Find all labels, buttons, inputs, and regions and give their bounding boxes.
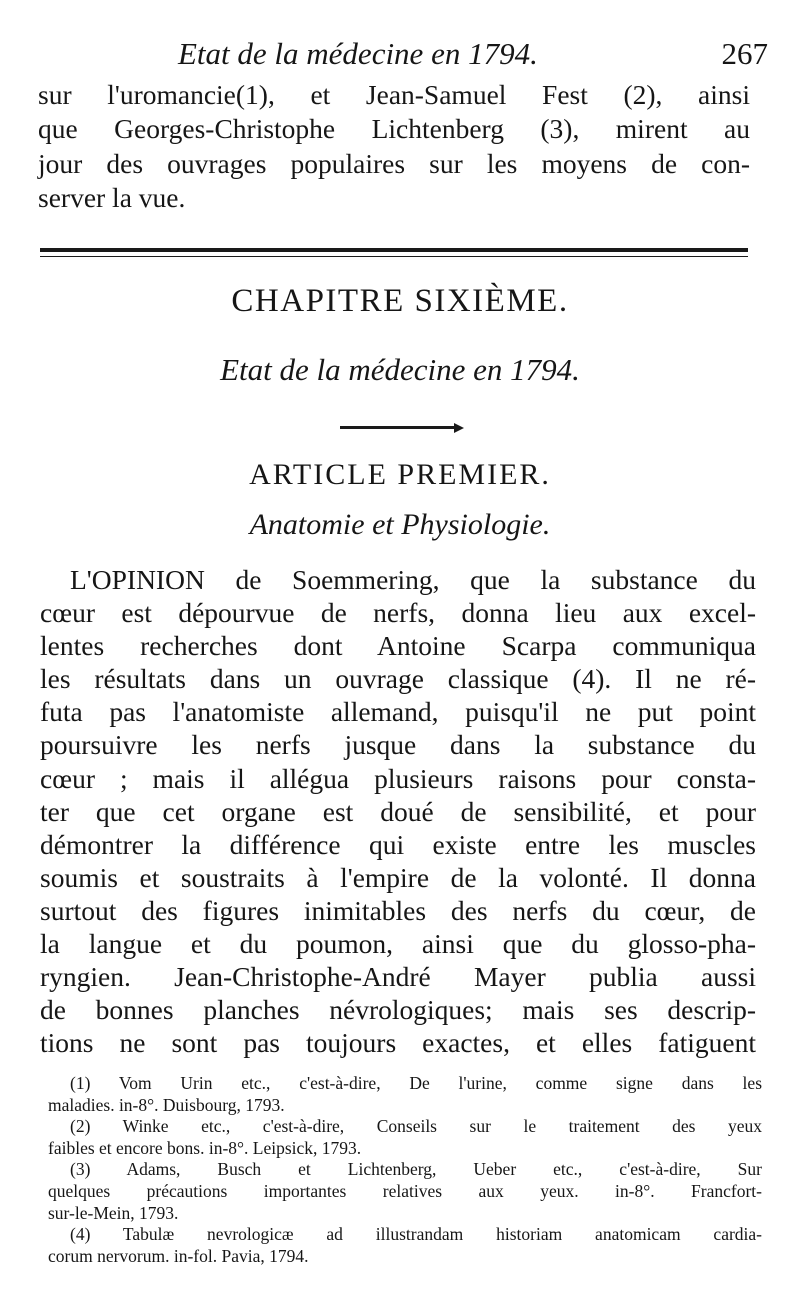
text-line: surtout des figures inimitables des nerfs du cœur, de <box>40 894 756 926</box>
text-line: lentes recherches dont Antoine Scarpa communiqua <box>40 630 756 662</box>
text-line: poursuivre les nerfs jusque dans la substance du <box>40 729 756 761</box>
text-line: la langue et du poumon, ainsi que du glosso-pha- <box>40 928 756 960</box>
article-subtitle: Anatomie et Physiologie. <box>249 508 551 541</box>
text-line: server la vue. <box>38 182 186 214</box>
text-line: cœur est dépourvue de nerfs, donna lieu aux excel- <box>40 597 756 629</box>
footnote-line: quelques précautions importantes relatives aux yeux. in-8°. Francfort- <box>48 1180 762 1201</box>
chapter-divider-thin-rule <box>40 256 748 257</box>
text-line: L'OPINION de Soemmering, que la substance du <box>70 564 756 595</box>
footnote-line: (2) Winke etc., c'est-à-dire, Conseils sur le traitement des yeux <box>70 1116 762 1137</box>
text-line: de bonnes planches névrologiques; mais ses descrip- <box>40 994 756 1026</box>
footnote-line: corum nervorum. in-fol. Pavia, 1794. <box>48 1245 309 1266</box>
footnote-line: (1) Vom Urin etc., c'est-à-dire, De l'urine, comme signe dans les <box>70 1073 762 1093</box>
text-line: futa pas l'anatomiste allemand, puisqu'il ne put point <box>40 696 756 728</box>
text-line: que Georges-Christophe Lichtenberg (3), mirent au <box>38 113 750 145</box>
text-line: sur l'uromancie(1), et Jean-Samuel Fest (2), ainsi <box>38 79 750 110</box>
footnote-line: (3) Adams, Busch et Lichtenberg, Ueber etc., c'est-à-dire, Sur <box>70 1159 762 1180</box>
text-line: tions ne sont pas toujours exactes, et elles fatiguent <box>40 1027 756 1059</box>
text-line: démontrer la différence qui existe entre les muscles <box>40 828 756 860</box>
chapter-divider-rule <box>40 248 748 252</box>
footnote-line: (4) Tabulæ nevrologicæ ad illustrandam historiam anatomicam cardia- <box>70 1224 762 1245</box>
text-line: cœur ; mais il allégua plusieurs raisons pour consta- <box>40 762 756 794</box>
continuation-paragraph <box>38 78 750 216</box>
running-header <box>178 36 768 76</box>
ornament-divider <box>340 424 464 432</box>
running-header-title: Etat de la médecine en 1794. <box>178 36 538 71</box>
chapter-subtitle: Etat de la médecine en 1794. <box>220 352 580 387</box>
body-paragraph <box>40 563 756 1059</box>
ornament-bar <box>340 426 458 429</box>
footnotes <box>48 1073 762 1267</box>
footnote-line: faibles et encore bons. in-8°. Leipsick, 1793. <box>48 1137 362 1158</box>
text-line: soumis et soustraits à l'empire de la volonté. Il donna <box>40 861 756 893</box>
text-line: ter que cet organe est doué de sensibilité, et pour <box>40 795 756 827</box>
footnote-line: maladies. in-8°. Duisbourg, 1793. <box>48 1094 285 1115</box>
text-line: les résultats dans un ouvrage classique (4). Il ne ré- <box>40 663 756 695</box>
text-line: jour des ouvrages populaires sur les moyens de con- <box>38 147 750 179</box>
article-title: ARTICLE PREMIER. <box>249 458 551 491</box>
text-line: ryngien. Jean-Christophe-André Mayer publia aussi <box>40 961 756 993</box>
footnote-line: sur-le-Mein, 1793. <box>48 1202 179 1223</box>
ornament-arrow-tip <box>454 423 464 433</box>
page-number: 267 <box>721 36 768 71</box>
chapter-title: CHAPITRE SIXIÈME. <box>231 283 569 319</box>
